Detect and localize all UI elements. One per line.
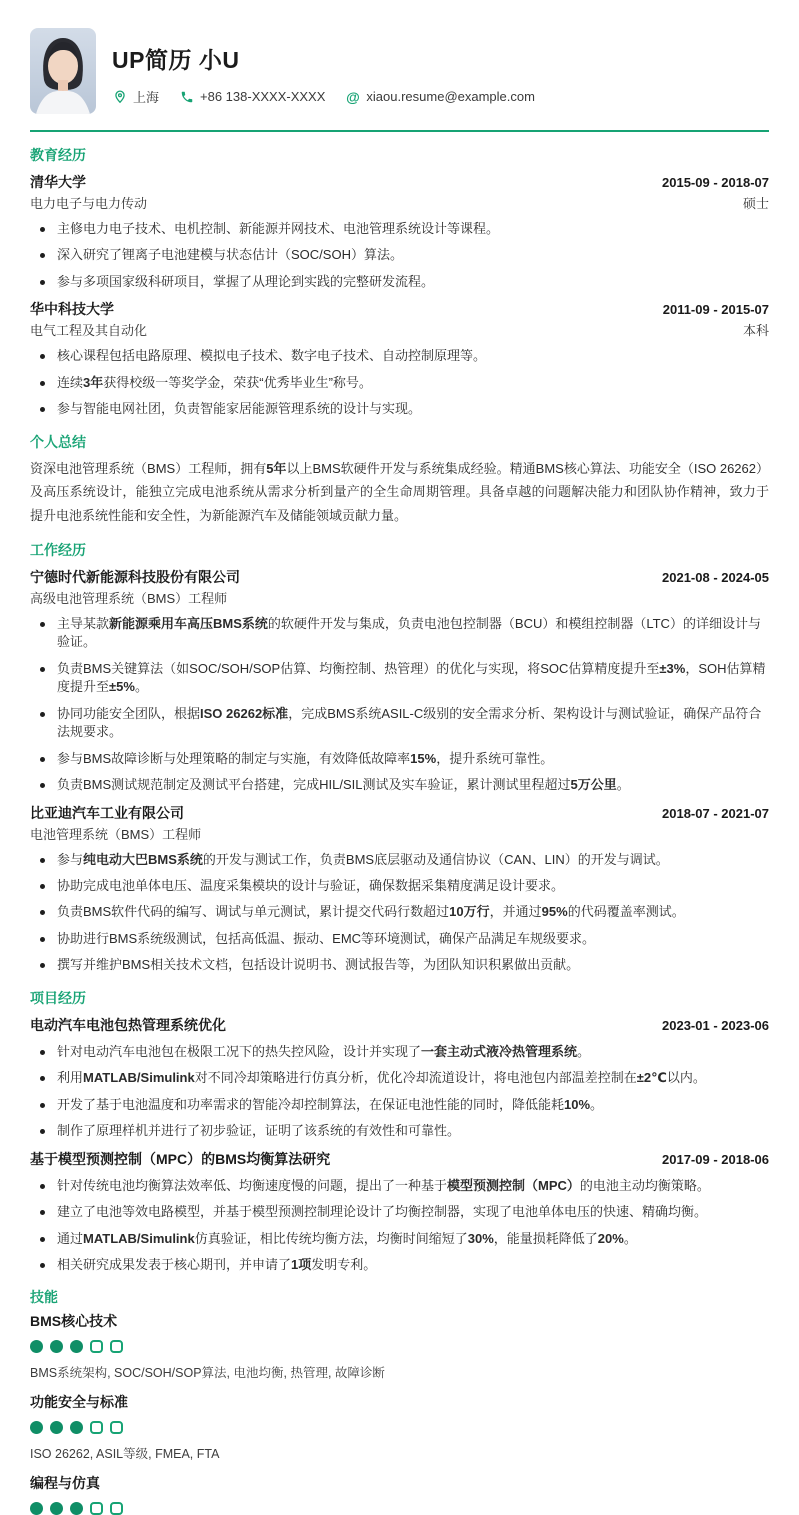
bold-text: 20% <box>597 1230 624 1246</box>
rating-dot-hollow <box>90 1502 103 1515</box>
org-name: 比亚迪汽车工业有限公司 <box>30 804 184 821</box>
text: 连续 <box>57 374 84 390</box>
bold-text: 纯电动大巴BMS系统 <box>83 851 203 867</box>
org-name: 清华大学 <box>30 174 86 190</box>
bullet-item <box>30 750 769 768</box>
bullet-item <box>30 220 769 238</box>
rating-dot-filled <box>70 1340 83 1353</box>
entry-header-row <box>30 1015 769 1035</box>
entry <box>30 299 769 418</box>
text: 利用 <box>57 1070 84 1086</box>
contact-location <box>112 87 159 106</box>
contact-row <box>112 87 535 106</box>
text: 发明专利。 <box>311 1256 377 1272</box>
bullet-item <box>30 1122 769 1140</box>
entry <box>30 803 769 975</box>
bold-text: 95% <box>541 904 568 920</box>
section-skills <box>30 1287 769 1515</box>
text: ，能量损耗降低了 <box>493 1230 598 1246</box>
header-info <box>112 28 535 106</box>
text: 参与多项国家级科研项目，掌握了从理论到实践的完整研发流程。 <box>57 273 435 289</box>
entry-header-row <box>30 299 769 319</box>
rating-dot-filled <box>70 1421 83 1434</box>
skill-name: 功能安全与标准 <box>30 1394 128 1411</box>
rating-dot-filled <box>30 1421 43 1434</box>
skills-list <box>30 1311 769 1515</box>
degree: 本科 <box>742 323 769 339</box>
summary-text <box>30 457 769 527</box>
project-entries <box>30 1015 769 1275</box>
bullet-item <box>30 400 769 418</box>
entry <box>30 1015 769 1141</box>
section-summary <box>30 432 769 527</box>
bullet-item <box>30 1069 769 1087</box>
bullet-list <box>30 851 769 975</box>
bullet-list <box>30 347 769 418</box>
project-title: 电动汽车电池包热管理系统优化 <box>30 1016 226 1033</box>
bullet-item <box>30 246 769 264</box>
phone-text: +86 138-XXXX-XXXX <box>200 89 326 104</box>
rating-dot-hollow <box>110 1502 123 1515</box>
bold-text: 一套主动式液冷热管理系统 <box>421 1043 578 1059</box>
rating-dot-filled <box>50 1340 63 1353</box>
text: 协助进行BMS系统级测试，包括高低温、振动、EMC等环境测试，确保产品满足车规级要求。 <box>57 930 596 946</box>
rating-dot-hollow <box>90 1340 103 1353</box>
bullet-item <box>30 903 769 921</box>
text: 撰写并维护BMS相关技术文档，包括设计说明书、测试报告等，为团队知识积累做出贡献。 <box>57 957 580 973</box>
bold-text: ±5% <box>109 679 135 695</box>
bullet-item <box>30 347 769 365</box>
skill-item <box>30 1392 769 1462</box>
bullet-item <box>30 851 769 869</box>
rating-dot-filled <box>30 1502 43 1515</box>
degree: 硕士 <box>742 196 769 211</box>
text: 负责BMS关键算法（如SOC/SOH/SOP估算、均衡控制、热管理）的优化与实现，将SOC估算精度提升至 <box>57 660 660 676</box>
bold-text: 新能源乘用车高压BMS系统 <box>109 615 268 631</box>
text: 的软硬件开发与集成，负责电池包控制器（BCU）和模组控制器（LTC）的详细设计与验证。 <box>57 615 761 650</box>
skill-item <box>30 1311 769 1381</box>
text: 核心课程包括电路原理、模拟电子技术、数字电子技术、自动控制原理等。 <box>57 348 487 364</box>
bold-text: ±2℃ <box>636 1070 667 1086</box>
email-icon: @ <box>346 88 360 105</box>
bullet-item <box>30 273 769 291</box>
entry-header-row <box>30 567 769 587</box>
bullet-item <box>30 615 769 652</box>
date-range: 2015-09 - 2018-07 <box>662 175 769 190</box>
section-title-projects: 项目经历 <box>30 989 86 1006</box>
text: 。 <box>577 1043 591 1059</box>
text: ，SOH估算精度提升至 <box>57 660 766 695</box>
avatar-illustration <box>30 28 96 114</box>
contact-email <box>345 89 535 104</box>
bullet-list <box>30 615 769 795</box>
bullet-item <box>30 1203 769 1221</box>
rating-dot-filled <box>50 1421 63 1434</box>
bold-text: 10万行 <box>449 904 490 920</box>
bullet-item <box>30 956 769 974</box>
text: 深入研究了锂离子电池建模与状态估计（SOC/SOH）算法。 <box>57 247 403 263</box>
bold-text: ISO 26262标准 <box>200 705 289 721</box>
text: 建立了电池等效电路模型，并基于模型预测控制理论设计了均衡控制器，实现了电池单体电压的快速、精确均衡。 <box>57 1204 708 1220</box>
location-text: 上海 <box>133 90 160 105</box>
text: 针对电动汽车电池包在极限工况下的热失控风险，设计并实现了 <box>57 1043 422 1059</box>
text: 参与 <box>57 851 84 867</box>
bullet-list <box>30 220 769 291</box>
text: 参与智能电网社团，负责智能家居能源管理系统的设计与实现。 <box>57 401 422 417</box>
rating-dot-hollow <box>110 1340 123 1353</box>
section-title-work: 工作经历 <box>30 541 86 558</box>
bullet-item <box>30 374 769 392</box>
bold-text: 3年 <box>83 374 104 390</box>
rating-dot-filled <box>30 1340 43 1353</box>
bullet-item <box>30 1177 769 1195</box>
text: 负责BMS测试规范制定及测试平台搭建，完成HIL/SIL测试及实车验证，累计测试里程超过 <box>57 777 571 793</box>
entry-sub-row <box>30 588 769 607</box>
skill-keywords: BMS系统架构, SOC/SOH/SOP算法, 电池均衡, 热管理, 故障诊断 <box>30 1366 385 1381</box>
bullet-item <box>30 705 769 742</box>
text: ，并通过 <box>489 904 542 920</box>
date-range: 2017-09 - 2018-06 <box>662 1151 769 1167</box>
text: 资深电池管理系统（BMS）工程师，拥有 <box>30 460 267 476</box>
bold-text: MATLAB/Simulink <box>83 1230 195 1246</box>
text: 。 <box>590 1096 604 1112</box>
email-text: xiaou.resume@example.com <box>366 89 535 104</box>
skill-name: 编程与仿真 <box>30 1475 100 1492</box>
rating-dot-filled <box>70 1502 83 1515</box>
rating-dot-hollow <box>110 1421 123 1434</box>
section-title-skills: 技能 <box>30 1289 58 1306</box>
bullet-item <box>30 877 769 895</box>
entry-sub-row <box>30 824 769 843</box>
work-entries <box>30 567 769 975</box>
skill-item <box>30 1473 769 1515</box>
skill-keywords: ISO 26262, ASIL等级, FMEA, FTA <box>30 1447 220 1462</box>
bold-text: ±3% <box>659 660 686 676</box>
text: 开发了基于电池温度和功率需求的智能冷却控制算法，在保证电池性能的同时，降低能耗 <box>57 1096 565 1112</box>
date-range: 2021-08 - 2024-05 <box>662 569 769 585</box>
section-education <box>30 145 769 419</box>
bullet-list <box>30 1177 769 1275</box>
role-or-major: 高级电池管理系统（BMS）工程师 <box>30 590 228 606</box>
education-entries <box>30 172 769 419</box>
skill-rating <box>30 1421 769 1434</box>
bold-text: 1项 <box>291 1256 312 1272</box>
text: 仿真验证，相比传统均衡方法，均衡时间缩短了 <box>194 1230 468 1246</box>
rating-dot-hollow <box>90 1421 103 1434</box>
section-projects <box>30 988 769 1275</box>
text: 协同功能安全团队，根据 <box>57 705 201 721</box>
section-work <box>30 540 769 975</box>
text: 针对传统电池均衡算法效率低、均衡速度慢的问题，提出了一种基于 <box>57 1177 448 1193</box>
skill-rating <box>30 1502 769 1515</box>
entry-header-row <box>30 803 769 823</box>
section-title-education: 教育经历 <box>30 147 86 163</box>
text: ，提升系统可靠性。 <box>436 750 554 766</box>
date-range: 2018-07 - 2021-07 <box>662 805 769 821</box>
entry-sub-row <box>30 320 769 339</box>
phone-icon <box>179 89 194 104</box>
skill-name: BMS核心技术 <box>30 1313 118 1330</box>
bold-text: 5年 <box>266 460 287 476</box>
date-range: 2011-09 - 2015-07 <box>662 302 769 318</box>
text: 的开发与测试工作，负责BMS底层驱动及通信协议（CAN、LIN）的开发与调试。 <box>202 851 669 867</box>
bullet-item <box>30 1230 769 1248</box>
text: 制作了原理样机并进行了初步验证，证明了该系统的有效性和可靠性。 <box>57 1123 461 1139</box>
org-name: 宁德时代新能源科技股份有限公司 <box>30 568 240 585</box>
role-or-major: 电力电子与电力传动 <box>30 196 148 211</box>
role-or-major: 电池管理系统（BMS）工程师 <box>30 826 202 842</box>
resume-header <box>30 28 769 114</box>
entry <box>30 1149 769 1275</box>
location-icon <box>112 89 127 104</box>
entry-header-row <box>30 1149 769 1169</box>
text: 主修电力电子技术、电机控制、新能源并网技术、电池管理系统设计等课程。 <box>57 221 500 236</box>
bullet-item <box>30 1043 769 1061</box>
text: 相关研究成果发表于核心期刊，并申请了 <box>57 1256 292 1272</box>
bold-text: 5万公里 <box>570 777 617 793</box>
bullet-item <box>30 660 769 697</box>
text: 。 <box>616 777 630 793</box>
text: 。 <box>623 1230 637 1246</box>
date-range: 2023-01 - 2023-06 <box>662 1017 769 1033</box>
candidate-name: UP简历 小U <box>112 47 240 73</box>
text: 协助完成电池单体电压、温度采集模块的设计与验证，确保数据采集精度满足设计要求。 <box>57 877 565 893</box>
bullet-item <box>30 930 769 948</box>
bold-text: 模型预测控制（MPC） <box>447 1177 580 1193</box>
skill-rating <box>30 1340 769 1353</box>
contact-phone <box>179 89 325 104</box>
bold-text: MATLAB/Simulink <box>83 1070 195 1086</box>
text: 对不同冷却策略进行仿真分析，优化冷却流道设计，将电池包内部温差控制在 <box>194 1070 637 1086</box>
bold-text: 10% <box>564 1096 591 1112</box>
text: 以内。 <box>666 1070 706 1086</box>
avatar <box>30 28 96 114</box>
text: ，完成BMS系统ASIL-C级别的安全需求分析、架构设计与测试验证，确保产品符合法规要求。 <box>57 705 762 740</box>
entry <box>30 567 769 795</box>
text: 。 <box>134 679 148 695</box>
entry <box>30 172 769 291</box>
text: 的电池主动均衡策略。 <box>579 1177 710 1193</box>
text: 负责BMS软件代码的编写、调试与单元测试，累计提交代码行数超过 <box>57 904 450 920</box>
text: 通过 <box>57 1230 84 1246</box>
bullet-list <box>30 1043 769 1141</box>
header-divider <box>30 130 769 132</box>
text: 获得校级一等奖学金，荣获“优秀毕业生”称号。 <box>103 374 372 390</box>
text: 参与BMS故障诊断与处理策略的制定与实施，有效降低故障率 <box>57 750 411 766</box>
rating-dot-filled <box>50 1502 63 1515</box>
project-title: 基于模型预测控制（MPC）的BMS均衡算法研究 <box>30 1150 331 1167</box>
bold-text: 30% <box>467 1230 494 1246</box>
role-or-major: 电气工程及其自动化 <box>30 323 148 339</box>
bullet-item <box>30 1096 769 1114</box>
text: 的代码覆盖率测试。 <box>567 904 685 920</box>
org-name: 华中科技大学 <box>30 301 114 318</box>
text: 以上BMS软硬件开发与系统集成经验。精通BMS核心算法、功能安全（ISO 26262）及高压系统设计，能独立完成电池系统从需求分析到量产的全生命周期管理。具备卓越的问题解决能力和团队协作精神，致力于提升电池系统性能和安全性，为新能源汽车及储能领域贡献力量。 <box>30 460 769 523</box>
bold-text: 15% <box>410 750 437 766</box>
entry-header-row <box>30 172 769 192</box>
section-title-summary: 个人总结 <box>30 433 86 450</box>
text: 主导某款 <box>57 615 110 631</box>
bullet-item <box>30 1256 769 1274</box>
entry-sub-row <box>30 193 769 212</box>
bullet-item <box>30 776 769 794</box>
